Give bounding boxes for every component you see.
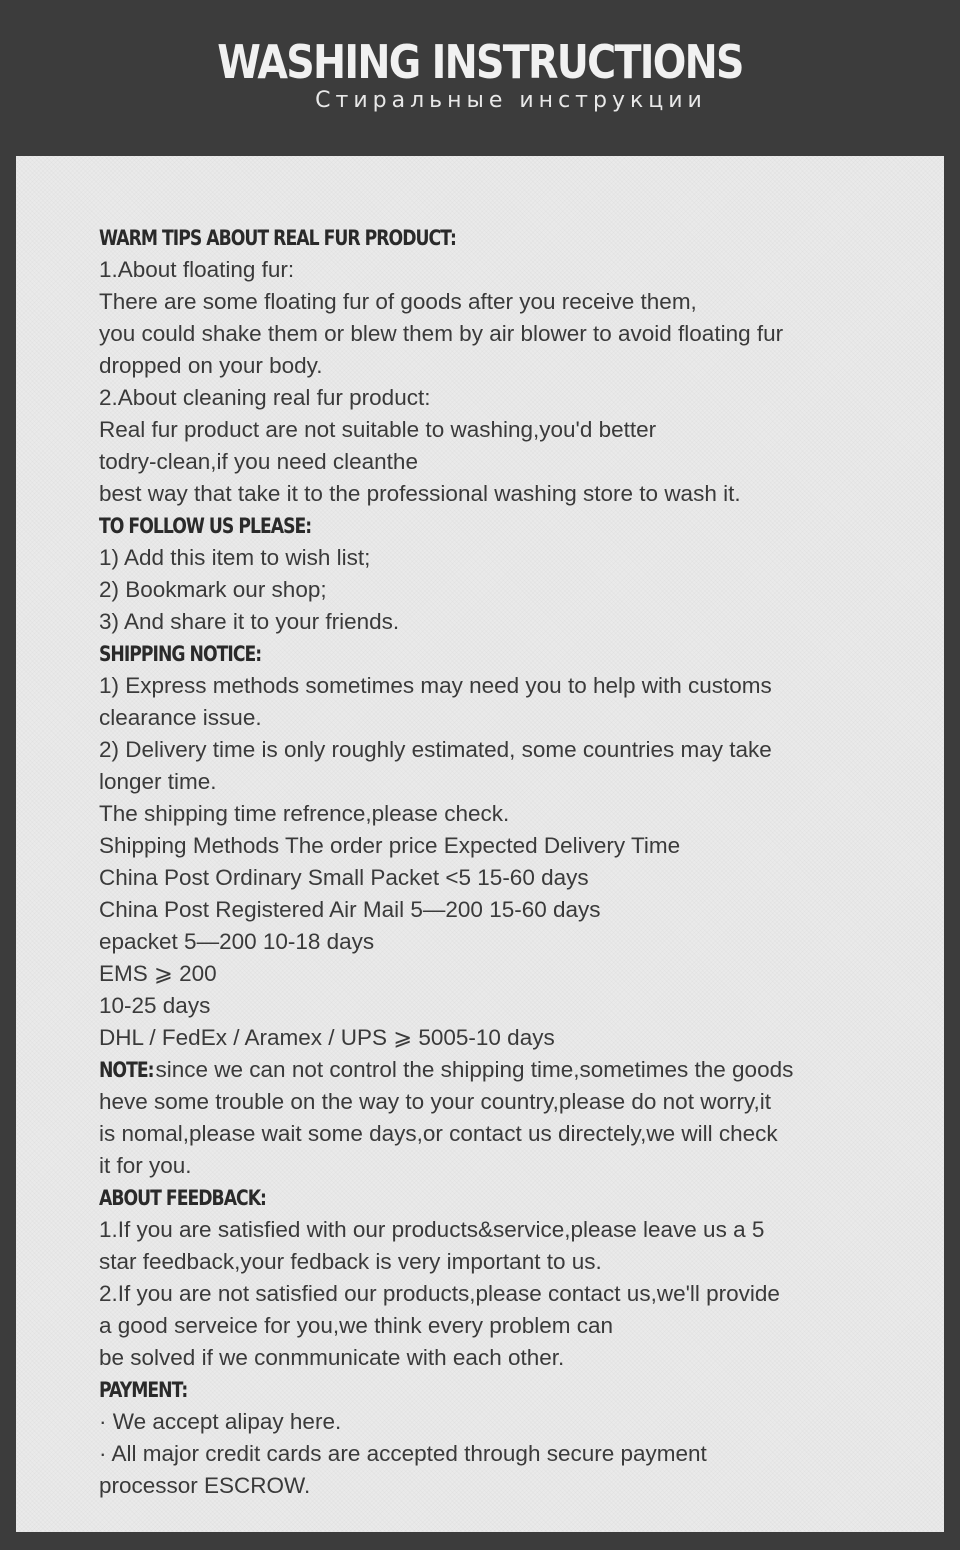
note-line: heve some trouble on the way to your country,please do not worry,it [99,1089,772,1114]
shipping-line: China Post Registered Air Mail 5—200 15-60 days [99,897,601,922]
warm-tips-line: There are some floating fur of goods after you receive them, [99,289,697,314]
warm-tips-line: todry-clean,if you need cleanthe [99,449,418,474]
shipping-line: clearance issue. [99,705,262,730]
feedback-line: 2.If you are not satisfied our products,please contact us,we'll provide [99,1281,780,1306]
payment-line: processor ESCROW. [99,1473,311,1498]
note-first-text: since we can not control the shipping time,sometimes the goods [155,1057,794,1082]
note-line: it for you. [99,1153,192,1178]
warm-tips-line: Real fur product are not suitable to washing,you'd better [99,417,657,442]
page-subtitle: Стиральные инструкции [315,88,707,113]
follow-line: 3) And share it to your friends. [99,609,400,634]
instructions-content [99,222,899,1502]
note-first-line [99,1054,899,1086]
feedback-line: be solved if we conmmunicate with each other. [99,1345,565,1370]
feedback-line: a good serveice for you,we think every problem can [99,1313,614,1338]
warm-tips-line: best way that take it to the professional washing store to wash it. [99,481,741,506]
shipping-line: 1) Express methods sometimes may need you to help with customs [99,673,772,698]
follow-line: 1) Add this item to wish list; [99,545,371,570]
shipping-line: longer time. [99,769,217,794]
section-heading-feedback: ABOUT FEEDBACK: [99,1186,266,1210]
shipping-line: DHL / FedEx / Aramex / UPS ⩾ 5005-10 days [99,1025,555,1050]
warm-tips-line: 1.About floating fur: [99,257,295,282]
page-title: WASHING INSTRUCTIONS [217,35,743,89]
page-header [0,0,960,150]
warm-tips-line: dropped on your body. [99,353,323,378]
section-heading-payment: PAYMENT: [99,1378,188,1402]
shipping-line: Shipping Methods The order price Expected Delivery Time [99,833,681,858]
section-heading-warm-tips: WARM TIPS ABOUT REAL FUR PRODUCT: [99,226,456,250]
shipping-line: EMS ⩾ 200 [99,961,217,986]
feedback-line: 1.If you are satisfied with our products&service,please leave us a 5 [99,1217,765,1242]
warm-tips-line: you could shake them or blew them by air blower to avoid floating fur [99,321,784,346]
shipping-line: 2) Delivery time is only roughly estimated, some countries may take [99,737,772,762]
payment-line: · We accept alipay here. [99,1409,342,1434]
warm-tips-line: 2.About cleaning real fur product: [99,385,431,410]
payment-line: · All major credit cards are accepted through secure payment [99,1441,707,1466]
shipping-line: China Post Ordinary Small Packet <5 15-60 days [99,865,589,890]
note-line: is nomal,please wait some days,or contact us directely,we will check [99,1121,778,1146]
section-heading-follow: TO FOLLOW US PLEASE: [99,514,312,538]
instructions-panel [16,156,944,1532]
feedback-line: star feedback,your fedback is very important to us. [99,1249,602,1274]
follow-line: 2) Bookmark our shop; [99,577,327,602]
section-heading-shipping: SHIPPING NOTICE: [99,642,262,666]
shipping-line: epacket 5—200 10-18 days [99,929,375,954]
shipping-line: The shipping time refrence,please check. [99,801,510,826]
note-label: NOTE: [99,1058,154,1082]
shipping-line: 10-25 days [99,993,211,1018]
